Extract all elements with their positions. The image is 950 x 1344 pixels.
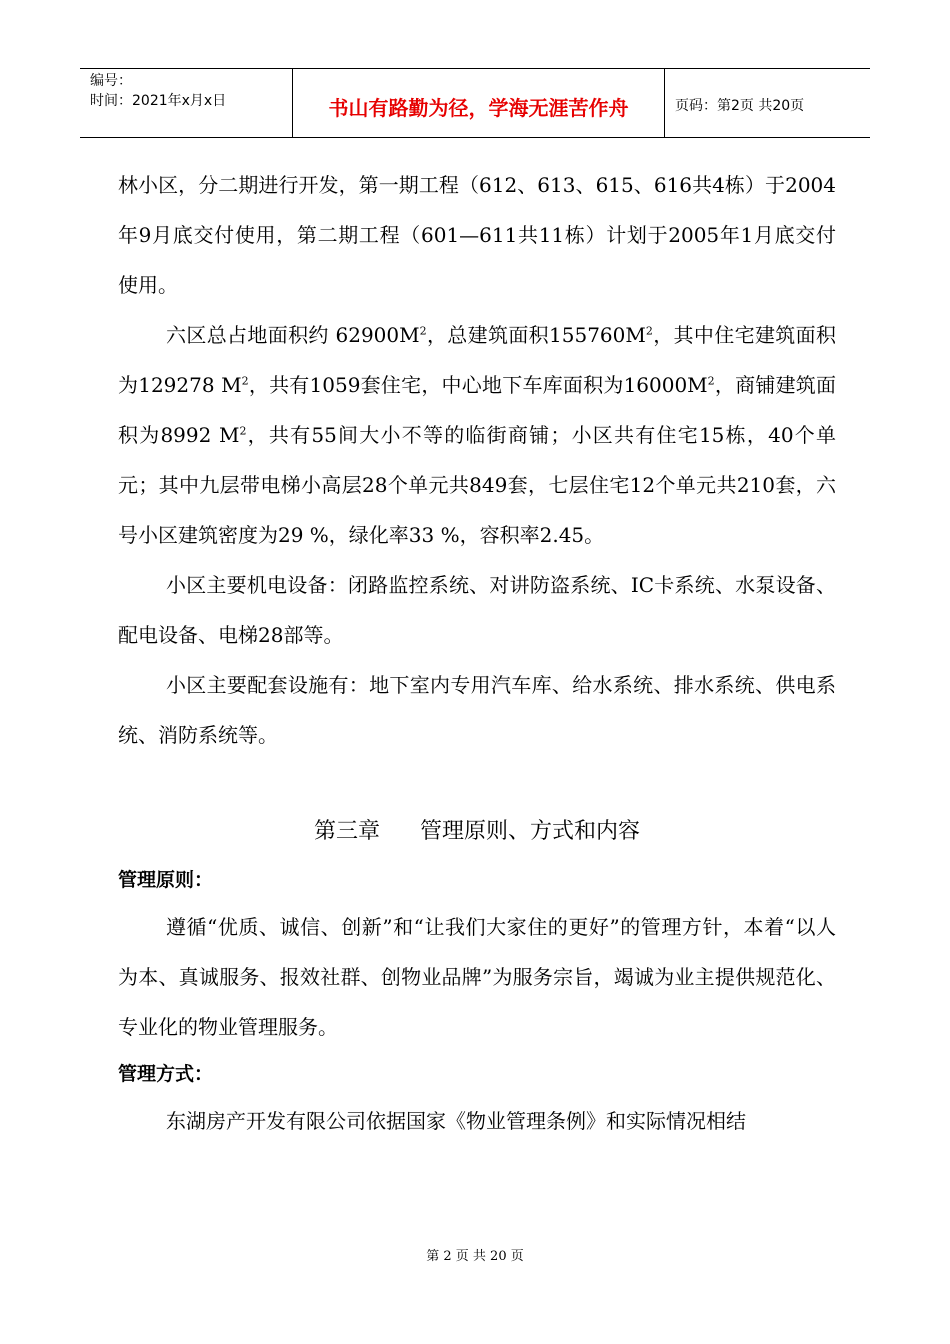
paragraph-intro: 林小区，分二期进行开发，第一期工程（612、613、615、616共4栋）于2004年9月底交付使用，第二期工程（601—611共11栋）计划于2005年1月底交付使用。 [118,173,836,297]
area-text-6: ，共有55间大小不等的临街商铺；小区共有住宅15栋，40个单元；其中九层带电梯小高层28个单元共849套，七层住宅12个单元共210套，六号小区建筑密度为29 %，绿化率33 %，容积率2.45。 [118,423,837,547]
area-text-4: ，共有1059套住宅，中心地下车库面积为16000M [248,373,708,397]
header-motto: 书山有路勤为径，学海无涯苦作舟 [293,69,665,137]
header-page-number: 页码：第2页 共20页 [675,98,805,114]
page-header [80,68,870,138]
principles-text: 遵循“优质、诚信、创新”和“让我们大家住的更好”的管理方针，本着“以人为本、真诚服务、报效社群、创物业品牌”为服务宗旨，竭诚为业主提供规范化、专业化的物业管理服务。 [118,915,836,1039]
methods-text: 东湖房产开发有限公司依据国家《物业管理条例》和实际情况相结 [166,1109,746,1133]
superscript-2: 2 [239,424,247,438]
area-text-5: ，商铺建筑面积为8992 M [118,373,837,447]
principles-heading: 管理原则： [118,869,214,891]
document-body [118,160,836,1146]
page-footer: 第 2 页 共 20 页 [426,1249,524,1264]
superscript-2: 2 [419,324,427,338]
paragraph-area [118,310,836,560]
methods-heading: 管理方式： [118,1063,214,1085]
chapter-heading [118,806,836,858]
header-time: 时间：2021年x月x日 [90,93,227,109]
paragraph-equipment: 小区主要机电设备：闭路监控系统、对讲防盗系统、IC卡系统、水泵设备、配电设备、电梯28部等。 [118,573,836,647]
chapter-title: 管理原则、方式和内容 [420,819,641,844]
area-text-1: 六区总占地面积约 62900M [166,323,420,347]
superscript-2: 2 [645,324,653,338]
header-meta [80,69,293,137]
chapter-number: 第三章 [313,819,380,844]
area-text-2: ，总建筑面积155760M [426,323,646,347]
area-text-3: ，其中住宅建筑面积为129278 M [118,323,836,397]
superscript-2: 2 [241,374,249,388]
paragraph-facilities: 小区主要配套设施有：地下室内专用汽车库、给水系统、排水系统、供电系统、消防系统等。 [118,673,836,747]
superscript-2: 2 [707,374,715,388]
header-number: 编号： [90,73,132,89]
